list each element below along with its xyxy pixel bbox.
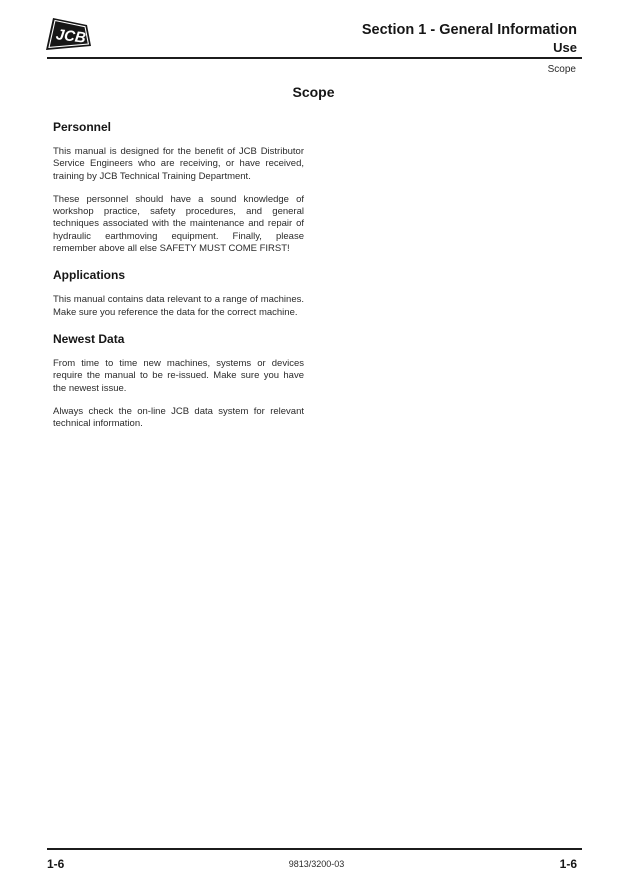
header-subtitle: Use bbox=[553, 40, 577, 55]
footer-page-number-right: 1-6 bbox=[559, 857, 577, 871]
section-applications bbox=[53, 268, 304, 319]
section-heading: Personnel bbox=[53, 120, 112, 134]
header-divider bbox=[47, 57, 582, 59]
footer-divider bbox=[47, 848, 582, 850]
section-heading: Newest Data bbox=[53, 331, 125, 346]
jcb-logo-icon bbox=[44, 14, 98, 56]
paragraph: From time to time new machines, systems or devices require the manual to be re-issued. Make sure you have the newest issue. bbox=[53, 357, 304, 394]
page-title: Scope bbox=[292, 84, 335, 100]
paragraph: This manual is designed for the benefit of JCB Distributor Service Engineers who are receiving, or have received, training by JCB Technical Training Department. bbox=[53, 146, 304, 182]
footer-page-number-left: 1-6 bbox=[47, 857, 65, 871]
paragraph: This manual contains data relevant to a range of machines. Make sure you reference the data for the correct machine. bbox=[53, 294, 304, 318]
section-personnel bbox=[53, 120, 304, 255]
content-column bbox=[53, 120, 304, 430]
footer-publication-number: 9813/3200-03 bbox=[288, 859, 345, 869]
section-heading: Applications bbox=[53, 268, 126, 283]
jcb-logo-text: JCB bbox=[54, 26, 87, 47]
paragraph: These personnel should have a sound knowledge of workshop practice, safety procedures, and general techniques associated with the maintenance and repair of hydraulic earthmoving equipment. Finally, please remember above all else SAFETY MUST COME FIRST! bbox=[53, 193, 304, 255]
section-newest-data bbox=[53, 332, 304, 430]
header-section-title: Section 1 - General Information bbox=[361, 22, 577, 38]
breadcrumb: Scope bbox=[547, 64, 576, 75]
page-header bbox=[362, 21, 577, 56]
paragraph: Always check the on-line JCB data system for relevant technical information. bbox=[53, 405, 304, 430]
